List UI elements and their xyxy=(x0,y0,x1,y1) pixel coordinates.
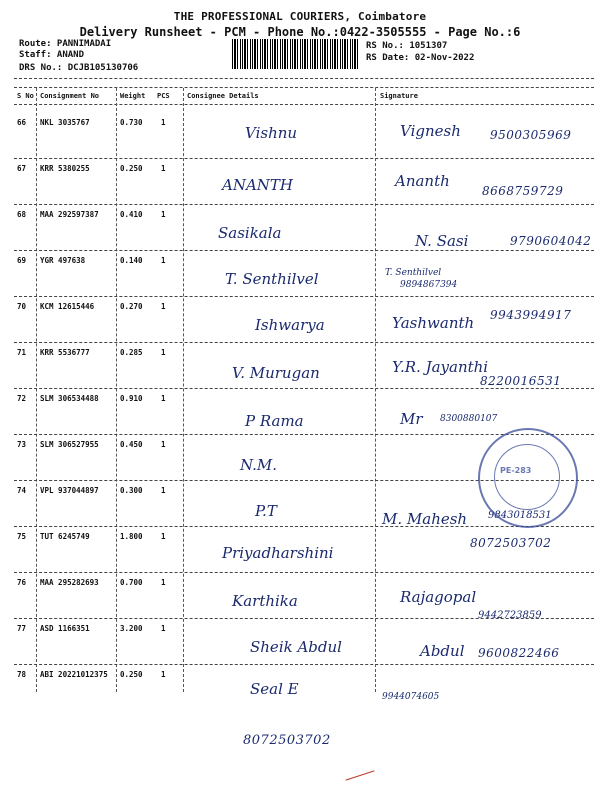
route-label: Route: PANNIMADAI xyxy=(19,39,112,49)
row-consignment: VPL 937044897 xyxy=(40,486,99,495)
phone-handwriting: 9500305969 xyxy=(490,128,572,142)
rs-number: RS No.: 1051307 xyxy=(366,41,448,51)
row-consignment: SLM 306527955 xyxy=(40,440,99,449)
phone-handwriting: 8220016531 xyxy=(480,374,562,388)
company-title: THE PROFESSIONAL COURIERS, Coimbatore xyxy=(173,10,427,23)
phone-handwriting: 9944074605 xyxy=(382,692,440,702)
row-weight: 0.270 xyxy=(120,302,143,311)
table-row xyxy=(0,348,600,392)
phone-handwriting: 8072503702 xyxy=(470,536,552,550)
row-pcs: 1 xyxy=(161,118,166,127)
row-consignment: ASD 1166351 xyxy=(40,624,90,633)
footer-handwritten-number: 8072503702 xyxy=(243,733,331,748)
phone-handwriting: 9843018531 xyxy=(488,510,552,521)
drs-number: DRS No.: DCJB105130706 xyxy=(19,63,139,73)
col-consignee-header: Consignee Details xyxy=(187,92,259,100)
consignee-handwriting: Ishwarya xyxy=(255,316,325,334)
table-row xyxy=(0,624,600,668)
row-sno: 73 xyxy=(17,440,27,449)
consignee-handwriting: Priyadharshini xyxy=(222,544,334,562)
signature-handwriting: Y.R. Jayanthi xyxy=(392,358,489,376)
table-row xyxy=(0,210,600,254)
row-sno: 78 xyxy=(17,670,27,679)
row-weight: 0.410 xyxy=(120,210,143,219)
row-weight: 1.800 xyxy=(120,532,143,541)
signature-handwriting: T. Senthilvel xyxy=(385,268,442,278)
signature-handwriting: Vignesh xyxy=(400,122,461,140)
consignee-handwriting: N.M. xyxy=(240,456,278,474)
row-divider xyxy=(14,342,594,343)
table-row xyxy=(0,532,600,576)
row-weight: 0.140 xyxy=(120,256,143,265)
consignee-handwriting: Sheik Abdul xyxy=(250,638,342,656)
consignee-handwriting: T. Senthilvel xyxy=(225,270,319,288)
signature-handwriting: Abdul xyxy=(420,642,465,660)
phone-handwriting: 9790604042 xyxy=(510,234,592,248)
consignee-handwriting: Seal E xyxy=(250,680,299,698)
stamp-inner-ring xyxy=(494,444,560,510)
table-row xyxy=(0,578,600,622)
table-row xyxy=(0,670,600,714)
consignee-handwriting: P.T xyxy=(255,502,277,520)
row-divider xyxy=(14,388,594,389)
row-consignment: KRR 5536777 xyxy=(40,348,90,357)
row-divider xyxy=(14,526,594,527)
row-sno: 70 xyxy=(17,302,27,311)
row-weight: 0.910 xyxy=(120,394,143,403)
phone-handwriting: 9894867394 xyxy=(400,280,458,290)
signature-handwriting: M. Mahesh xyxy=(382,510,468,528)
row-sno: 68 xyxy=(17,210,27,219)
row-consignment: NKL 3035767 xyxy=(40,118,90,127)
consignee-handwriting: P Rama xyxy=(245,412,304,430)
col-consignment-header: Consignment No xyxy=(40,92,100,100)
row-divider xyxy=(14,158,594,159)
table-row xyxy=(0,256,600,300)
row-pcs: 1 xyxy=(161,210,166,219)
consignee-handwriting: Sasikala xyxy=(218,224,282,242)
stamp-text: PE-283 xyxy=(500,466,532,475)
row-pcs: 1 xyxy=(161,164,166,173)
row-consignment: TUT 6245749 xyxy=(40,532,90,541)
phone-handwriting: 9600822466 xyxy=(478,646,560,660)
row-weight: 0.285 xyxy=(120,348,143,357)
row-divider xyxy=(14,664,594,665)
row-weight: 0.730 xyxy=(120,118,143,127)
row-sno: 67 xyxy=(17,164,27,173)
row-pcs: 1 xyxy=(161,670,166,679)
row-consignment: YGR 497638 xyxy=(40,256,86,265)
row-sno: 71 xyxy=(17,348,27,357)
phone-handwriting: 9442723859 xyxy=(478,610,542,621)
row-divider xyxy=(14,204,594,205)
header-divider xyxy=(14,78,594,79)
row-sno: 66 xyxy=(17,118,27,127)
row-consignment: MAA 292597387 xyxy=(40,210,99,219)
row-consignment: MAA 295282693 xyxy=(40,578,99,587)
row-sno: 69 xyxy=(17,256,27,265)
table-row xyxy=(0,164,600,208)
row-sno: 74 xyxy=(17,486,27,495)
row-weight: 0.250 xyxy=(120,670,143,679)
row-divider xyxy=(14,618,594,619)
consignee-handwriting: Karthika xyxy=(232,592,298,610)
row-consignment: KCM 12615446 xyxy=(40,302,95,311)
row-weight: 0.250 xyxy=(120,164,143,173)
phone-handwriting: 8668759729 xyxy=(482,184,564,198)
consignee-handwriting: ANANTH xyxy=(222,176,294,194)
row-pcs: 1 xyxy=(161,256,166,265)
table-top-divider xyxy=(14,87,594,88)
row-pcs: 1 xyxy=(161,302,166,311)
runsheet-title: Delivery Runsheet - PCM - Phone No.:0422-3505555 - Page No.:6 xyxy=(79,25,521,39)
row-pcs: 1 xyxy=(161,624,166,633)
consignee-handwriting: Vishnu xyxy=(245,124,298,142)
col-sno-header: S No xyxy=(17,92,34,100)
row-sno: 76 xyxy=(17,578,27,587)
row-pcs: 1 xyxy=(161,440,166,449)
row-consignment: ABI 20221012375 xyxy=(40,670,108,679)
row-pcs: 1 xyxy=(161,578,166,587)
company-stamp xyxy=(478,428,578,528)
row-sno: 77 xyxy=(17,624,27,633)
consignee-handwriting: V. Murugan xyxy=(232,364,320,382)
row-divider xyxy=(14,296,594,297)
row-sno: 75 xyxy=(17,532,27,541)
barcode xyxy=(232,39,360,69)
red-pen-mark xyxy=(346,770,375,780)
row-pcs: 1 xyxy=(161,394,166,403)
col-weight-header: Weight xyxy=(120,92,146,100)
row-weight: 0.450 xyxy=(120,440,143,449)
phone-handwriting: 9943994917 xyxy=(490,308,572,322)
signature-handwriting: Yashwanth xyxy=(392,314,475,332)
row-weight: 3.200 xyxy=(120,624,143,633)
signature-handwriting: Mr xyxy=(400,410,423,428)
row-weight: 0.700 xyxy=(120,578,143,587)
col-signature-header: Signature xyxy=(380,92,418,100)
row-divider xyxy=(14,572,594,573)
staff-label: Staff: ANAND xyxy=(19,50,85,60)
row-consignment: KRR 5380255 xyxy=(40,164,90,173)
row-consignment: SLM 306534488 xyxy=(40,394,99,403)
signature-handwriting: N. Sasi xyxy=(415,232,469,250)
col-pcs-header: PCS xyxy=(157,92,170,100)
row-sno: 72 xyxy=(17,394,27,403)
row-pcs: 1 xyxy=(161,348,166,357)
table-row xyxy=(0,302,600,346)
row-pcs: 1 xyxy=(161,486,166,495)
rs-date: RS Date: 02-Nov-2022 xyxy=(366,53,475,63)
row-weight: 0.300 xyxy=(120,486,143,495)
phone-handwriting: 8300880107 xyxy=(440,414,498,424)
row-divider xyxy=(14,250,594,251)
table-row xyxy=(0,118,600,162)
row-pcs: 1 xyxy=(161,532,166,541)
column-header-divider xyxy=(14,104,594,105)
signature-handwriting: Ananth xyxy=(395,172,450,190)
signature-handwriting: Rajagopal xyxy=(400,588,477,606)
